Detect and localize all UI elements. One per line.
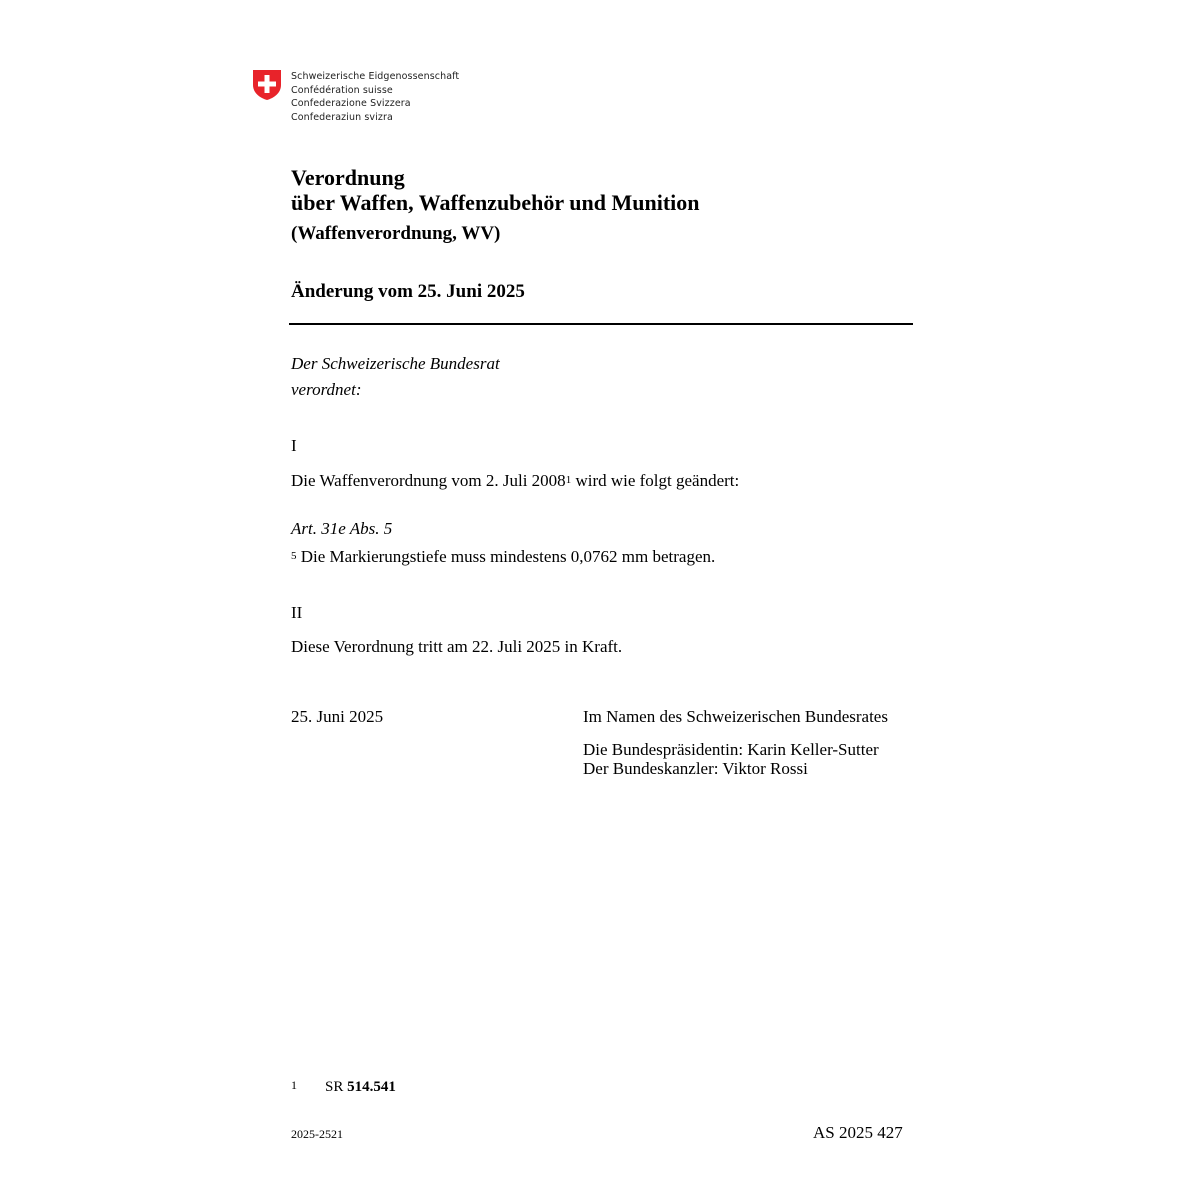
- intro-text: Die Waffenverordnung vom 2. Juli 2008: [291, 471, 566, 490]
- signature-chancellor: Der Bundeskanzler: Viktor Rossi: [583, 759, 808, 778]
- short-title: (Waffenverordnung, WV): [291, 223, 501, 244]
- confederation-name-it: Confederazione Svizzera: [291, 98, 411, 109]
- signature-date: 25. Juni 2025: [291, 707, 384, 726]
- signature-president: Die Bundespräsidentin: Karin Keller-Sutter: [583, 740, 879, 759]
- confederation-name-fr: Confédération suisse: [291, 84, 393, 96]
- paragraph-5: [291, 547, 715, 567]
- paragraph-number: 5: [291, 550, 297, 562]
- confederation-names: [291, 70, 459, 124]
- section-2-heading: II: [291, 603, 303, 622]
- footnote-number: 1: [291, 1078, 297, 1092]
- footnote-text: [325, 1079, 396, 1096]
- official-compilation-ref: AS 2025 427: [813, 1123, 903, 1142]
- amendment-date: Änderung vom 25. Juni 2025: [291, 281, 525, 302]
- article-reference: Art. 31e Abs. 5: [291, 519, 393, 538]
- swiss-cross-icon: [252, 69, 282, 101]
- document-title: [291, 166, 700, 215]
- header-divider: [289, 323, 913, 325]
- signature-on-behalf: Im Namen des Schweizerischen Bundesrates: [583, 707, 888, 726]
- preamble-line-2: verordnet:: [291, 380, 362, 399]
- document-number: 2025-2521: [291, 1127, 343, 1141]
- preamble-line-1: Der Schweizerische Bundesrat: [291, 354, 500, 373]
- footnote-sr-number: 514.541: [347, 1079, 396, 1095]
- section-1-heading: I: [291, 436, 297, 455]
- footnote-ref: 1: [565, 474, 572, 486]
- section-1-intro: [291, 471, 739, 491]
- intro-text-end: wird wie folgt geändert:: [571, 471, 740, 490]
- footnote-prefix: SR: [325, 1079, 348, 1095]
- section-2-text: Diese Verordnung tritt am 22. Juli 2025 in Kraft.: [291, 637, 623, 656]
- title-line-2: über Waffen, Waffenzubehör und Munition: [291, 189, 700, 215]
- confederation-name-de: Schweizerische Eidgenossenschaft: [291, 71, 460, 82]
- confederation-name-rm: Confederaziun svizra: [291, 111, 393, 123]
- title-line-1: Verordnung: [291, 165, 405, 190]
- paragraph-text: Die Markierungstiefe muss mindestens 0,0762 mm betragen.: [296, 547, 716, 566]
